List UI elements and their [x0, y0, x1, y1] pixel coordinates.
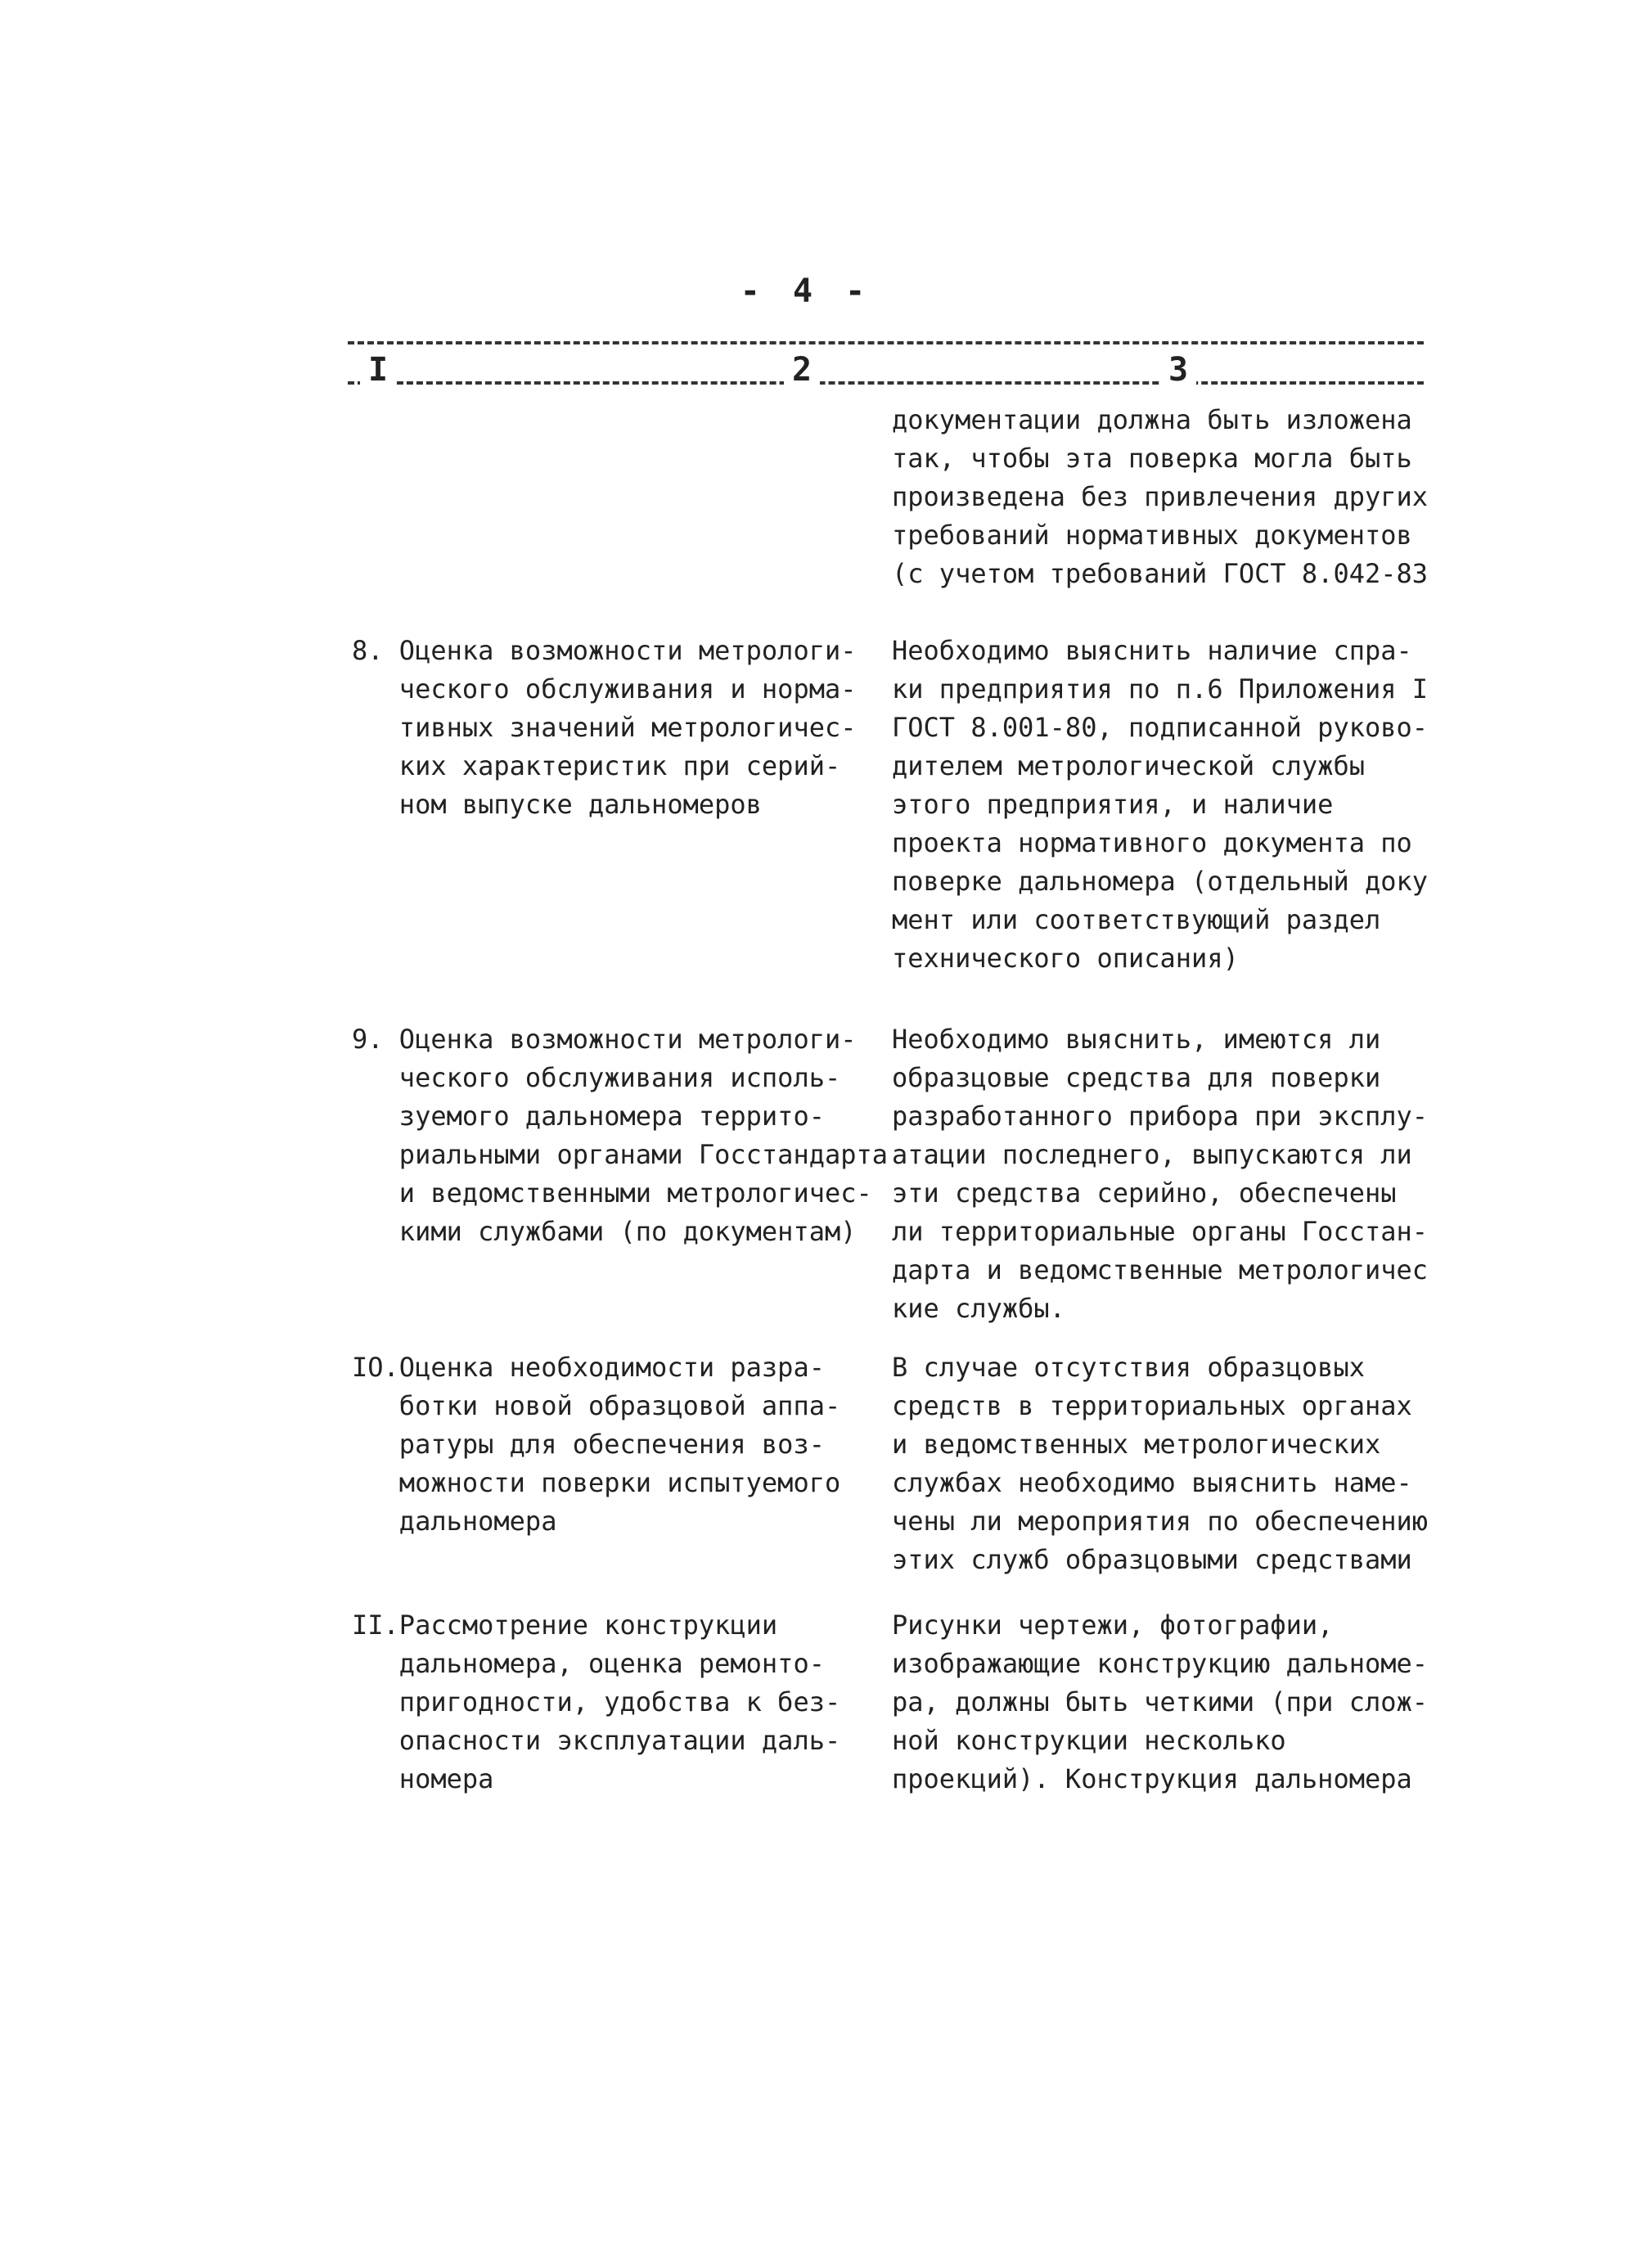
row-8-requirement: Необходимо выяснить наличие спра- ки предприятия по п.6 Приложения I ГОСТ 8.001-80, подписанной руково- дителем метрологической службы этого предприятия, и наличие проекта нормативного документа по поверке дальномера (отдельный доку мент или соответствующий раздел технического описания) — [892, 635, 1429, 974]
row-continuation-requirement: документации должна быть изложена так, чтобы эта поверка могла быть произведена без привлечения других требований нормативных документов (с учетом требований ГОСТ 8.042-83 — [892, 404, 1429, 589]
row-10-requirement: В случае отсутствия образцовых средств в территориальных органах и ведомственных метрологических службах необходимо выяснить наме- чены ли мероприятия по обеспечению этих служб образцовыми средствами — [892, 1352, 1429, 1575]
row-8-criterion: 8. Оценка возможности метрологи- ческого обслуживания и норма- тивных значений метрологичес- ких характеристик при серий- ном выпуске дальномеров — [352, 635, 857, 820]
row-11-requirement: Рисунки чертежи, фотографии, изображающие конструкцию дальноме- ра, должны быть четкими (при слож- ной конструкции несколько проекций). Конструкция дальномера — [892, 1609, 1429, 1794]
table-top-rule — [348, 341, 1424, 344]
column-header-3: 3 — [1160, 352, 1196, 388]
column-header-2: 2 — [784, 352, 820, 388]
row-10-criterion: IO.Оценка необходимости разра- ботки новой образцовой аппа- ратуры для обеспечения воз- можности поверки испытуемого дальномера — [352, 1352, 841, 1537]
row-11-criterion: II.Рассмотрение конструкции дальномера, оценка ремонто- пригодности, удобства к без- опасности эксплуатации даль- номера — [352, 1609, 841, 1794]
row-9-criterion: 9. Оценка возможности метрологи- ческого обслуживания исполь- зуемого дальномера террито- риальными органами Госстандарта и ведомственными метрологичес- кими службами (по документам) — [352, 1024, 889, 1247]
page-number: - 4 - — [740, 272, 872, 310]
row-9-requirement: Необходимо выяснить, имеются ли образцовые средства для поверки разработанного прибора при эксплу- атации последнего, выпускаются ли эти средства серийно, обеспечены ли территориальные органы Госстан- дарта и ведомственные метрологичес кие службы. — [892, 1024, 1429, 1324]
table-header-rule — [348, 381, 1424, 385]
column-header-1: I — [360, 352, 396, 388]
